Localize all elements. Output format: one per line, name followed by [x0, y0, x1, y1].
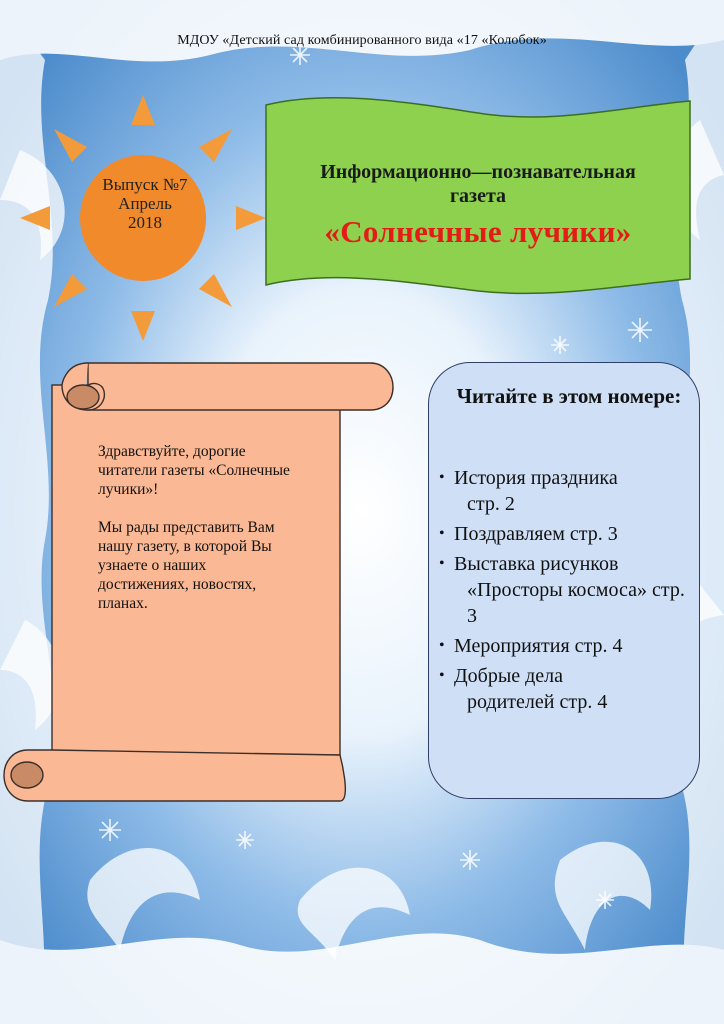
contents-item-text: Поздравляем стр. 3 [454, 523, 618, 545]
contents-item [438, 521, 693, 547]
contents-item-text: Выставка рисунков [454, 553, 619, 575]
issue-month: Апрель [118, 194, 172, 213]
contents-item [438, 663, 693, 715]
contents-item-page: «Просторы космоса» стр. 3 [467, 579, 685, 627]
kindergarten-header: МДОУ «Детский сад комбинированного вида «17 «Колобок» [177, 33, 547, 48]
contents-item-text: Добрые дела [454, 665, 564, 687]
banner-subtitle-line1: Информационно—познавательная [320, 161, 636, 183]
greeting-text [98, 442, 298, 632]
greeting-paragraph-1: Здравствуйте, дорогие читатели газеты «Солнечные лучики»! [98, 443, 290, 498]
banner-subtitle-line2: газета [449, 185, 507, 207]
contents-item-page: стр. 2 [467, 493, 515, 515]
contents-item [438, 465, 693, 517]
issue-year: 2018 [128, 213, 162, 232]
contents-item-page: родителей стр. 4 [467, 691, 608, 713]
contents-list [438, 465, 693, 719]
issue-number: Выпуск №7 [102, 175, 188, 194]
greeting-paragraph-2: Мы рады представить Вам нашу газету, в которой Вы узнаете о наших достижениях, новостях, планах. [98, 519, 275, 612]
contents-item-text: История праздника [454, 467, 618, 489]
banner-text [270, 160, 686, 252]
contents-item [438, 633, 693, 659]
contents-item-text: Мероприятия стр. 4 [454, 635, 623, 657]
issue-info [83, 175, 207, 232]
contents-item [438, 551, 693, 629]
newspaper-title: «Солнечные лучики» [324, 214, 632, 249]
contents-title: Читайте в этом номере: [456, 384, 682, 408]
